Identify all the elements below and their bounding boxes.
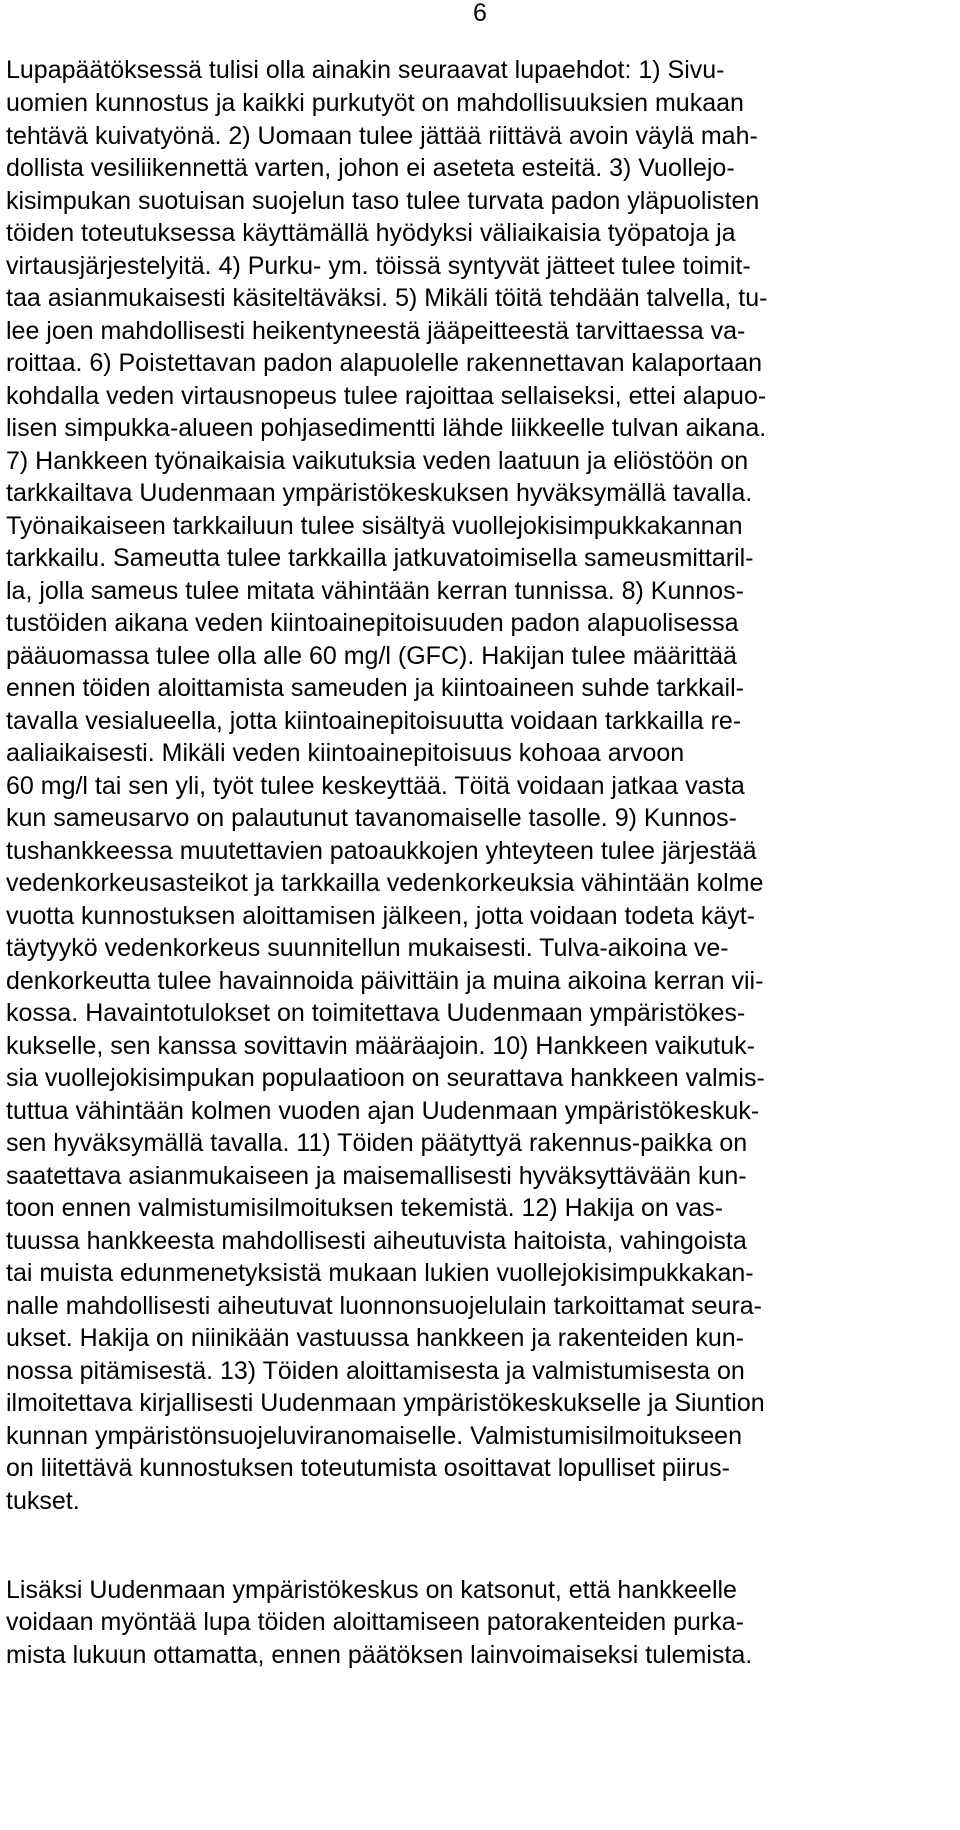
text-line: ennen töiden aloittamista sameuden ja kiintoaineen suhde tarkkail-: [6, 674, 744, 702]
text-line: lisen simpukka-alueen pohjasedimentti lähde liikkeelle tulvan aikana.: [6, 414, 767, 442]
page-number: 6: [473, 0, 487, 27]
text-line: taa asianmukaisesti käsiteltäväksi. 5) Mikäli töitä tehdään talvella, tu-: [6, 284, 768, 312]
text-line: sen hyväksymällä tavalla. 11) Töiden päätyttyä rakennus-paikka on: [6, 1129, 748, 1157]
text-line: nossa pitämisestä. 13) Töiden aloittamisesta ja valmistumisesta on: [6, 1357, 745, 1385]
text-line: tavalla vesialueella, jotta kiintoainepitoisuutta voidaan tarkkailla re-: [6, 707, 742, 735]
text-line: kisimpukan suotuisan suojelun taso tulee turvata padon yläpuolisten: [6, 187, 760, 215]
text-line: 7) Hankkeen työnaikaisia vaikutuksia veden laatuun ja eliöstöön on: [6, 447, 749, 475]
text-line: on liitettävä kunnostuksen toteutumista osoittavat lopulliset piirus-: [6, 1454, 730, 1482]
text-line: virtausjärjestelyitä. 4) Purku- ym. töissä syntyvät jätteet tulee toimit-: [6, 252, 751, 280]
text-line: toon ennen valmistumisilmoituksen tekemistä. 12) Hakija on vas-: [6, 1194, 723, 1222]
text-line: aaliaikaisesti. Mikäli veden kiintoainepitoisuus kohoaa arvoon: [6, 739, 685, 767]
text-line: täytyykö vedenkorkeus suunnitellun mukaisesti. Tulva-aikoina ve-: [6, 934, 729, 962]
text-line: tuttua vähintään kolmen vuoden ajan Uudenmaan ympäristökeskuk-: [6, 1097, 760, 1125]
text-line: pääuomassa tulee olla alle 60 mg/l (GFC). Hakijan tulee määrittää: [6, 642, 737, 670]
text-line: uomien kunnostus ja kaikki purkutyöt on mahdollisuuksien mukaan: [6, 89, 744, 117]
text-line: tehtävä kuivatyönä. 2) Uomaan tulee jättää riittävä avoin väylä mah-: [6, 122, 758, 150]
text-line: tarkkailu. Sameutta tulee tarkkailla jatkuvatoimisella sameusmittaril-: [6, 544, 754, 572]
text-line: lee joen mahdollisesti heikentyneestä jääpeitteestä tarvittaessa va-: [6, 317, 746, 345]
text-line: Työnaikaiseen tarkkailuun tulee sisältyä vuollejokisimpukkakannan: [6, 512, 743, 540]
text-line: kossa. Havaintotulokset on toimitettava Uudenmaan ympäristökes-: [6, 999, 746, 1027]
text-line: kukselle, sen kanssa sovittavin määräajoin. 10) Hankkeen vaikutuk-: [6, 1032, 755, 1060]
text-line: kun sameusarvo on palautunut tavanomaiselle tasolle. 9) Kunnos-: [6, 804, 737, 832]
text-line: la, jolla sameus tulee mitata vähintään kerran tunnissa. 8) Kunnos-: [6, 577, 744, 605]
text-line: tukset.: [6, 1487, 80, 1515]
text-line: saatettava asianmukaiseen ja maisemallisesti hyväksyttävään kun-: [6, 1162, 747, 1190]
text-line: sia vuollejokisimpukan populaatioon on seurattava hankkeen valmis-: [6, 1064, 765, 1092]
text-line: töiden toteutuksessa käyttämällä hyödyksi väliaikaisia työpatoja ja: [6, 219, 736, 247]
text-line: denkorkeutta tulee havainnoida päivittäin ja muina aikoina kerran vii-: [6, 967, 764, 995]
text-line: tuussa hankkeesta mahdollisesti aiheutuvista haitoista, vahingoista: [6, 1227, 747, 1255]
text-line: mista lukuun ottamatta, ennen päätöksen lainvoimaiseksi tulemista.: [6, 1641, 753, 1669]
text-line: Lupapäätöksessä tulisi olla ainakin seuraavat lupaehdot: 1) Sivu-: [6, 56, 725, 84]
text-line: nalle mahdollisesti aiheutuvat luonnonsuojelulain tarkoittamat seura-: [6, 1292, 763, 1320]
text-line: tai muista edunmenetyksistä mukaan lukien vuollejokisimpukkakan-: [6, 1259, 754, 1287]
text-line: voidaan myöntää lupa töiden aloittamiseen patorakenteiden purka-: [6, 1608, 744, 1636]
text-line: roittaa. 6) Poistettavan padon alapuolelle rakennettavan kalaportaan: [6, 349, 763, 377]
text-line: 60 mg/l tai sen yli, työt tulee keskeyttää. Töitä voidaan jatkaa vasta: [6, 772, 745, 800]
text-line: ukset. Hakija on niinikään vastuussa hankkeen ja rakenteiden kun-: [6, 1324, 744, 1352]
text-line: tustöiden aikana veden kiintoainepitoisuuden padon alapuolisessa: [6, 609, 739, 637]
text-line: dollista vesiliikennettä varten, johon ei aseteta esteitä. 3) Vuollejo-: [6, 154, 735, 182]
text-line: ilmoitettava kirjallisesti Uudenmaan ympäristökeskukselle ja Siuntion: [6, 1389, 765, 1417]
text-line: vedenkorkeusasteikot ja tarkkailla vedenkorkeuksia vähintään kolme: [6, 869, 764, 897]
text-line: kunnan ympäristönsuojeluviranomaiselle. Valmistumisilmoitukseen: [6, 1422, 742, 1450]
text-line: tarkkailtava Uudenmaan ympäristökeskuksen hyväksymällä tavalla.: [6, 479, 753, 507]
text-line: Lisäksi Uudenmaan ympäristökeskus on katsonut, että hankkeelle: [6, 1576, 737, 1604]
text-line: kohdalla veden virtausnopeus tulee rajoittaa sellaiseksi, ettei alapuo-: [6, 382, 767, 410]
text-line: tushankkeessa muutettavien patoaukkojen yhteyteen tulee järjestää: [6, 837, 757, 865]
text-line: vuotta kunnostuksen aloittamisen jälkeen, jotta voidaan todeta käyt-: [6, 902, 756, 930]
